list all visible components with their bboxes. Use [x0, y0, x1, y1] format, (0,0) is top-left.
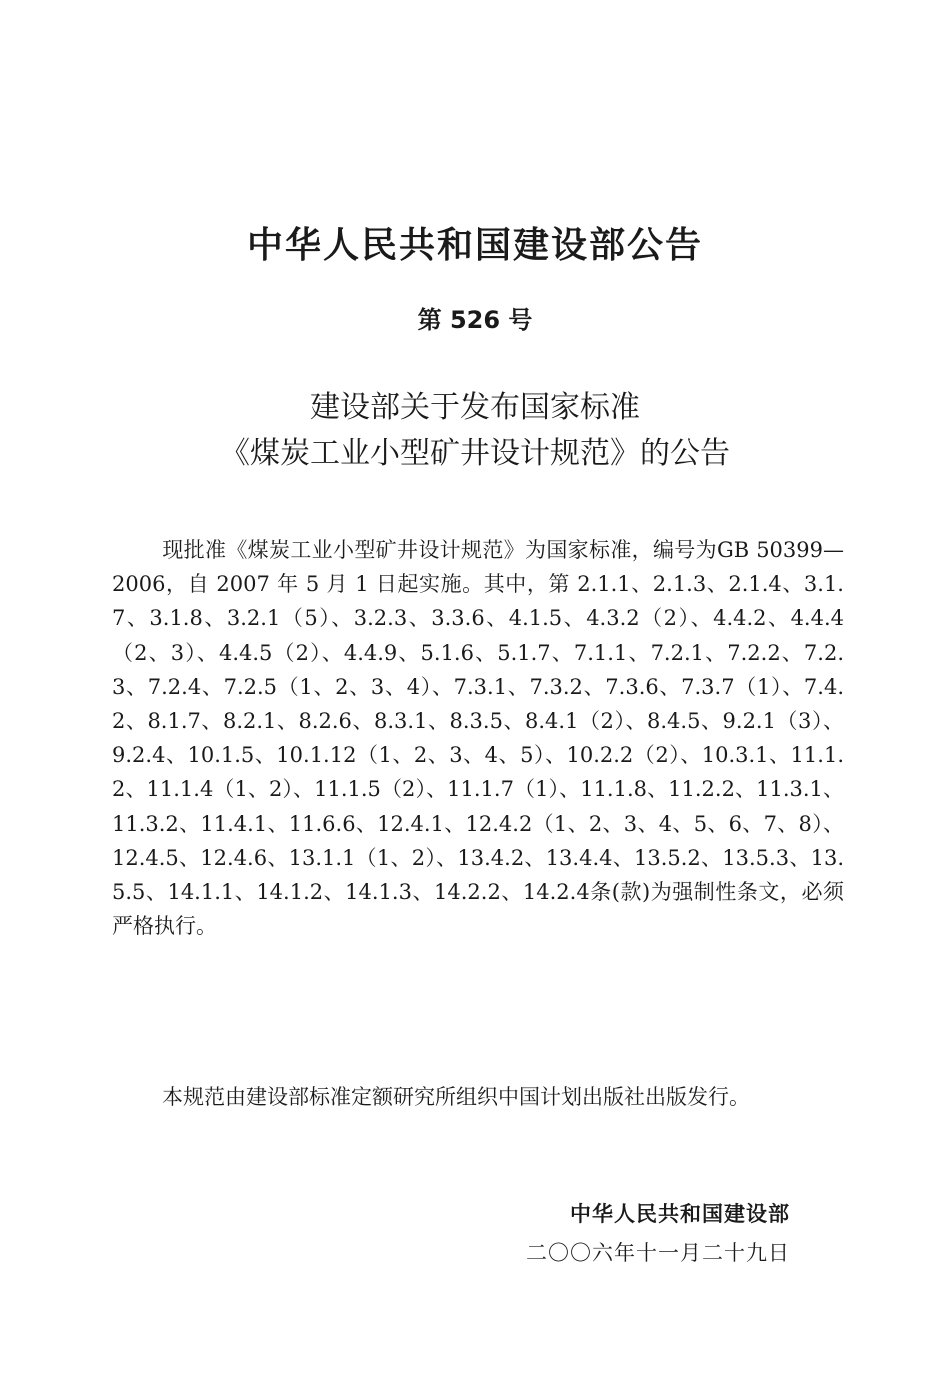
announcement-title: 中华人民共和国建设部公告	[246, 225, 703, 266]
subtitle-line-1: 建设部关于发布国家标准	[310, 390, 640, 425]
signature-organization: 中华人民共和国建设部	[570, 1202, 790, 1226]
body-paragraph-2	[112, 1080, 844, 1114]
paragraph-1-text: 现批准《煤炭工业小型矿井设计规范》为国家标准，编号为GB 50399—2006，自 2007 年 5 月 1 日起实施。其中，第 2.1.1、2.1.3、2.1.4、3.1.7、3.1.8、3.2.1（5）、3.2.3、3.3.6、4.1.5、4.3.2（2）、4.4.2、4.4.4（2、3）、4.4.5（2）、4.4.9、5.1.6、5.1.7、7.1.1、7.2.1、7.2.2、7.2.3、7.2.4、7.2.5（1、2、3、4）、7.3.1、7.3.2、7.3.6、7.3.7（1）、7.4.2、8.1.7、8.2.1、8.2.6、8.3.1、8.3.5、8.4.1（2）、8.4.5、9.2.1（3）、9.2.4、10.1.5、10.1.12（1、2、3、4、5）、10.2.2（2）、10.3.1、11.1.2、11.1.4（1、2）、11.1.5（2）、11.1.7（1）、11.1.8、11.2.2、11.3.1、11.3.2、11.4.1、11.6.6、12.4.1、12.4.2（1、2、3、4、5、6、7、8）、12.4.5、12.4.6、13.1.1（1、2）、13.4.2、13.4.4、13.5.2、13.5.3、13.5.5、14.1.1、14.1.2、14.1.3、14.2.2、14.2.4条(款)为强制性条文，必须严格执行。	[112, 538, 844, 939]
subtitle-line-2: 《煤炭工业小型矿井设计规范》的公告	[220, 436, 730, 471]
signature-date: 二〇〇六年十一月二十九日	[526, 1241, 790, 1265]
announcement-number: 第 526 号	[417, 306, 533, 334]
paragraph-2-text: 本规范由建设部标准定额研究所组织中国计划出版社出版发行。	[162, 1085, 750, 1109]
body-paragraph-1	[112, 533, 844, 943]
